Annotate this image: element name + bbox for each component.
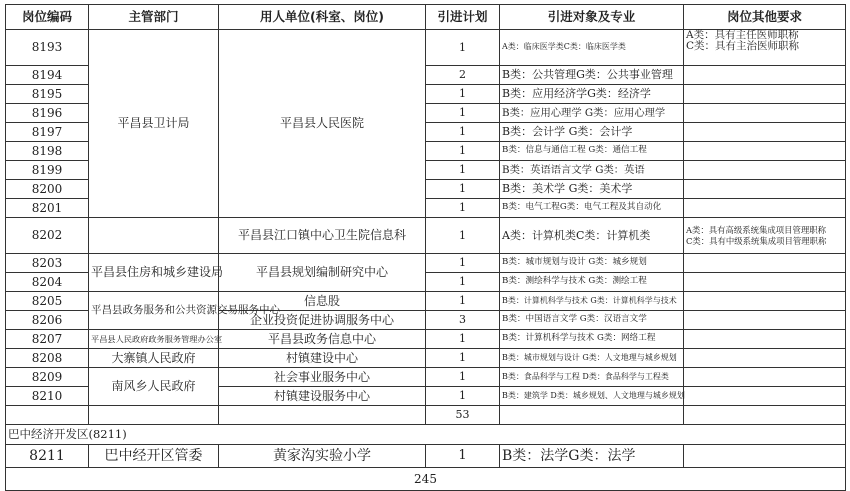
requirements-cell [684,180,846,199]
employer-cell: 社会事业服务中心 [219,368,426,387]
employer-cell: 企业投资促进协调服务中心 [219,311,426,330]
recruitment-table [5,4,846,491]
employer-cell: 平昌县江口镇中心卫生院信息科 [219,218,426,254]
requirements-cell [684,311,846,330]
requirements-cell [684,30,846,66]
plan-count: 1 [426,199,500,218]
employer-cell: 黄家沟实验小学 [219,445,426,468]
requirements-cell [684,445,846,468]
employer-cell: 平昌县规划编制研究中心 [219,254,426,292]
position-code: 8211 [6,445,89,468]
department-cell: 平昌县住房和城乡建设局 [89,254,219,292]
position-code: 8208 [6,349,89,368]
major-cell: B类：建筑学 D类：城乡规划、人文地理与城乡规划 [500,387,684,406]
major-cell: B类：应用心理学 G类：应用心理学 [500,104,684,123]
department-cell [89,218,219,254]
plan-count: 1 [426,387,500,406]
plan-count: 1 [426,85,500,104]
table-row [6,330,846,349]
position-code: 8200 [6,180,89,199]
department-cell: 巴中经开区管委 [89,445,219,468]
requirements-cell [684,292,846,311]
position-code: 8207 [6,330,89,349]
position-code: 8194 [6,66,89,85]
plan-count: 1 [426,292,500,311]
table-row [6,349,846,368]
requirements-cell [684,273,846,292]
position-code: 8202 [6,218,89,254]
position-code: 8206 [6,311,89,330]
employer-cell: 信息股 [219,292,426,311]
position-code: 8195 [6,85,89,104]
plan-count: 1 [426,30,500,66]
requirement-line: C类：具有主治医师职称 [686,40,800,53]
plan-count: 1 [426,330,500,349]
section-title: 巴中经济开发区(8211) [6,425,846,445]
major-cell: B类：会计学 G类：会计学 [500,123,684,142]
requirements-cell [684,66,846,85]
major-cell: B类：法学G类：法学 [500,445,684,468]
position-code: 8199 [6,161,89,180]
major-cell: B类：食品科学与工程 D类：食品科学与工程类 [500,368,684,387]
table-row [6,445,846,468]
major-cell: B类：计算机科学与技术 G类：计算机科学与技术 [500,292,684,311]
requirement-line: A类：具有高级系统集成项目管理职称 [686,225,827,235]
header-code: 岗位编码 [6,5,89,30]
requirements-cell [684,161,846,180]
header-unit: 用人单位(科室、岗位) [219,5,426,30]
plan-count: 1 [426,368,500,387]
position-code: 8197 [6,123,89,142]
position-code: 8205 [6,292,89,311]
subtotal-value: 53 [426,406,500,425]
major-cell: B类：应用经济学G类：经济学 [500,85,684,104]
empty-cell [219,406,426,425]
plan-count: 1 [426,180,500,199]
major-cell: B类：公共管理G类：公共事业管理 [500,66,684,85]
major-cell: A类：计算机类C类：计算机类 [500,218,684,254]
total-row [6,468,846,491]
position-code: 8209 [6,368,89,387]
position-code: 8201 [6,199,89,218]
requirements-cell [684,85,846,104]
plan-count: 1 [426,142,500,161]
header-dept: 主管部门 [89,5,219,30]
requirements-cell [684,349,846,368]
major-cell: B类：信息与通信工程 G类：通信工程 [500,142,684,161]
major-cell: A类：临床医学类C类：临床医学类 [500,30,684,66]
major-cell: B类：城市规划与设计 G类：人文地理与城乡规划 [500,349,684,368]
empty-cell [89,406,219,425]
table-row [6,368,846,387]
employer-cell: 平昌县政务信息中心 [219,330,426,349]
department-cell: 平昌县卫计局 [89,30,219,218]
position-code: 8196 [6,104,89,123]
plan-count: 1 [426,445,500,468]
position-code: 8193 [6,30,89,66]
empty-cell [684,406,846,425]
plan-count: 1 [426,254,500,273]
requirement-line: A类：具有主任医师职称 [686,29,799,41]
empty-cell [6,406,89,425]
major-cell: B类：中国语言文学 G类：汉语言文学 [500,311,684,330]
table-row [6,218,846,254]
subtotal-row [6,406,846,425]
table-row [6,292,846,311]
department-cell: 大寨镇人民政府 [89,349,219,368]
requirement-line: C类：具有中级系统集成项目管理职称 [686,235,827,246]
employer-cell: 村镇建设服务中心 [219,387,426,406]
position-code: 8204 [6,273,89,292]
major-cell: B类：计算机科学与技术 G类：网络工程 [500,330,684,349]
major-cell: B类：美术学 G类：美术学 [500,180,684,199]
employer-cell: 村镇建设中心 [219,349,426,368]
requirements-cell [684,142,846,161]
position-code: 8203 [6,254,89,273]
major-cell: B类：城市规划与设计 G类：城乡规划 [500,254,684,273]
plan-count: 2 [426,66,500,85]
grand-total: 245 [6,468,846,491]
requirements-cell [684,387,846,406]
requirements-cell [684,368,846,387]
department-cell: 平昌县政务服务和公共资源交易服务中心 [89,292,219,330]
department-cell: 南风乡人民政府 [89,368,219,406]
major-cell: B类：电气工程G类：电气工程及其自动化 [500,199,684,218]
header-req: 岗位其他要求 [684,5,846,30]
employer-cell: 平昌县人民医院 [219,30,426,218]
requirements-cell [684,218,846,254]
major-cell: B类：测绘科学与技术 G类：测绘工程 [500,273,684,292]
plan-count: 1 [426,218,500,254]
major-cell: B类：英语语言文学 G类：英语 [500,161,684,180]
requirements-cell [684,330,846,349]
requirements-cell [684,123,846,142]
plan-count: 1 [426,349,500,368]
plan-count: 1 [426,273,500,292]
requirements-cell [684,104,846,123]
plan-count: 1 [426,161,500,180]
requirements-cell [684,199,846,218]
plan-count: 3 [426,311,500,330]
header-plan: 引进计划 [426,5,500,30]
table-row [6,30,846,66]
header-row [6,5,846,30]
table-row [6,254,846,273]
section-row [6,425,846,445]
position-code: 8210 [6,387,89,406]
header-major: 引进对象及专业 [500,5,684,30]
plan-count: 1 [426,123,500,142]
requirements-cell [684,254,846,273]
department-cell: 平昌县人民政府政务服务管理办公室 [89,330,219,349]
plan-count: 1 [426,104,500,123]
position-code: 8198 [6,142,89,161]
empty-cell [500,406,684,425]
